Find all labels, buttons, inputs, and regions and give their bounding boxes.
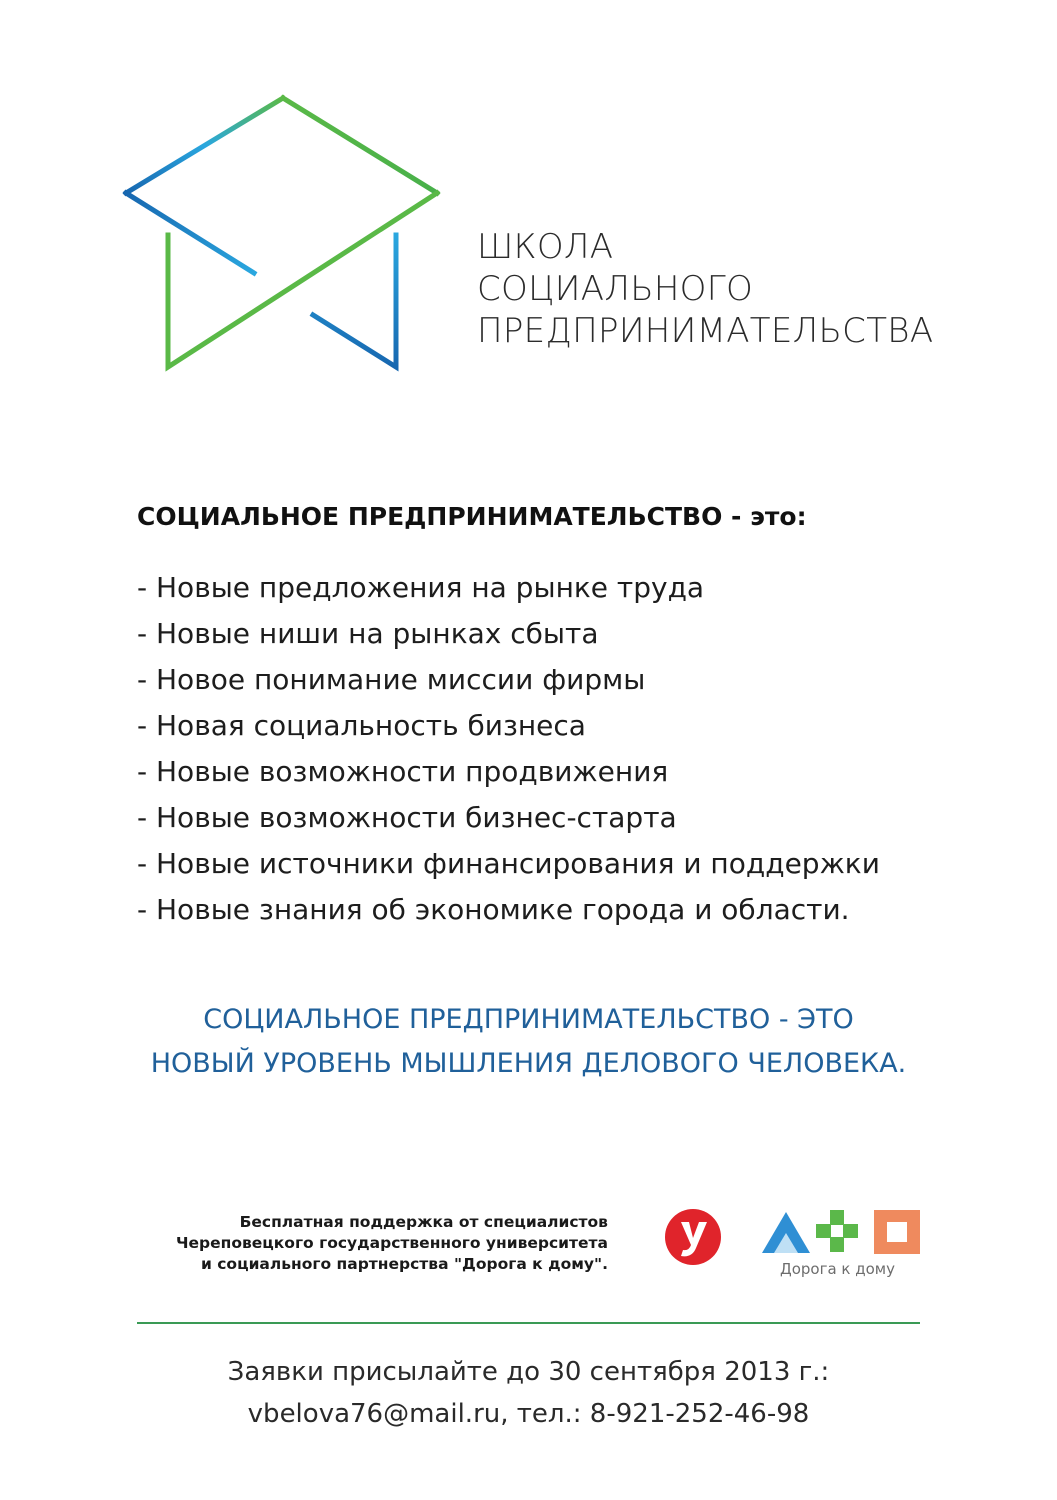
square-icon	[874, 1210, 920, 1254]
road-home-shapes-icon	[760, 1208, 922, 1258]
support-text	[176, 1212, 608, 1275]
email-phone-text: vbelova76@mail.ru, тел.: 8-921-252-46-98	[247, 1399, 810, 1429]
slogan-line-1: СОЦИАЛЬНОЕ ПРЕДПРИНИМАТЕЛЬСТВО - ЭТО	[203, 1004, 854, 1035]
page-heading: СОЦИАЛЬНОЕ ПРЕДПРИНИМАТЕЛЬСТВО - это:	[137, 502, 807, 531]
school-name	[477, 226, 933, 352]
university-logo-icon	[664, 1208, 722, 1266]
road-home-logo	[760, 1208, 922, 1290]
list-item: - Новое понимание миссии фирмы	[137, 663, 646, 696]
school-name-line-3: ПРЕДПРИНИМАТЕЛЬСТВА	[477, 311, 934, 351]
list-item: - Новые ниши на рынках сбыта	[137, 617, 599, 650]
slogan	[0, 998, 1057, 1086]
support-line-3: и социального партнерства "Дорога к дому".	[200, 1255, 608, 1273]
list-item: - Новая социальность бизнеса	[137, 709, 586, 742]
cross-icon	[816, 1210, 858, 1252]
list-item: - Новые знания об экономике города и области.	[137, 893, 850, 926]
road-home-name: Дорога к дому	[780, 1260, 896, 1278]
school-name-line-1: ШКОЛА	[477, 227, 614, 267]
divider	[137, 1322, 920, 1324]
deadline-text: Заявки присылайте до 30 сентября 2013 г.:	[227, 1357, 830, 1387]
contacts	[0, 1351, 1057, 1435]
school-name-line-2: СОЦИАЛЬНОГО	[477, 269, 754, 309]
list-item: - Новые предложения на рынке труда	[137, 571, 705, 604]
school-logo-icon	[120, 92, 446, 377]
list-item: - Новые возможности продвижения	[137, 755, 669, 788]
list-item: - Новые возможности бизнес-старта	[137, 801, 677, 834]
list-item: - Новые источники финансирования и поддержки	[137, 847, 880, 880]
support-line-2: Череповецкого государственного университета	[175, 1234, 608, 1252]
support-line-1: Бесплатная поддержка от специалистов	[239, 1213, 608, 1231]
features-list	[137, 565, 880, 933]
triangle-icon	[762, 1212, 810, 1253]
slogan-line-2: НОВЫЙ УРОВЕНЬ МЫШЛЕНИЯ ДЕЛОВОГО ЧЕЛОВЕКА.	[150, 1048, 907, 1079]
